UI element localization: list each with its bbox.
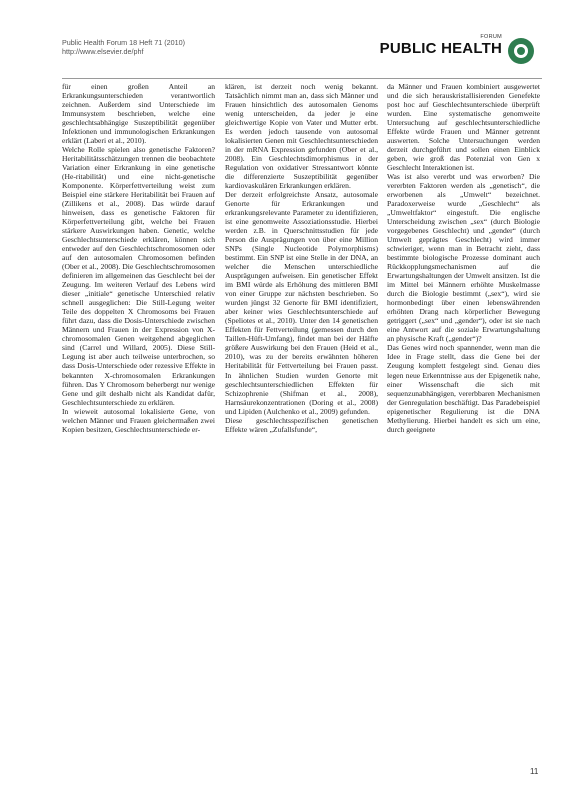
paragraph: Das Genes wird noch spannender, wenn man die Idee in Frage stellt, dass die Gene bei der Zeugung komplett festgelegt sind. Genau dies legen neue Erkenntnisse aus der Epigenetik nahe, einer Wissenschaft die sich mit sequenzunabhängigen, vererbbaren Mechanismen der Genregulation beschäftigt. Das Paradebeispiel epigenetischer Regulierung ist die DNA Methylierung. Hierbei handelt es sich um eine, durch geeignete	[387, 343, 540, 434]
text-column-left	[62, 82, 215, 760]
journal-brand	[372, 34, 542, 70]
text-column-middle	[225, 82, 378, 760]
green-circle-logo-icon	[506, 36, 536, 66]
header-divider	[62, 78, 542, 79]
journal-url: http://www.elsevier.de/phf	[62, 47, 144, 56]
paragraph: Welche Rolle spielen also genetische Faktoren? Heritabilitätsschätzungen trennen die beobachtete Variation einer Erkrankung in eine genetische (He-ritabilität) und eine nicht-genetische Komponente. Körperfettverteilung weist zum Beispiel eine stärkere Heritabilität bei Frauen auf (Zillikens et al., 2008). Das würde darauf hinweisen, dass es genetische Faktoren für Körperfettverteilung gibt, welche bei Frauen stärkere Auswirkungen haben. Genetic, welche Geschlechtsunterschiede erklären, können sich entweder auf den Geschlechtschromosomen oder auf den autosomalen Chromosomen befinden (Ober et al., 2008). Die Geschlechtschromosomen definieren im allgemeinen das Geschlecht bei der Zeugung. Im weiteren Verlauf des Lebens wird dieser „initiale“ genetische Unterschied relativ schnell ausgeglichen: Die Still-Legung weiter Teile des doppelten X Chromosoms bei Frauen führt dazu, dass die Dosis-Unterschiede zwischen Männern und Frauen in der Expression von X-chromosomalen Genen weitgehend abgeglichen sind (Carrel und Willard, 2005). Diese Still-Legung ist aber auch teilweise unterbrochen, so dass Dosis-Unterschiede oder rezessive Effekte in bekannten X-chromosomalen Erkrankungen führen. Das Y Chromosom beherbergt nur wenige Gene und gilt deshalb nicht als Kandidat dafür, Geschlechtsunterschiede zu erklären.	[62, 145, 215, 407]
paragraph: für einen großen Anteil an Erkrankungsunterschieden verantwortlich zeichnen. Außerdem sind Unterschiede im Immunsystem beschrieben, welche eine geschlechtsabhängige Suszeptibilität gegenüber Infektionen und immunologischen Erkrankungen erklärt (Laberi et al., 2010).	[62, 82, 215, 146]
paragraph: In wieweit autosomal lokalisierte Gene, von welchen Männer und Frauen gleichermaßen zwei Kopien besitzen, Geschlechtsunterschiede er-	[62, 406, 215, 434]
brand-title: PUBLIC HEALTH	[379, 40, 502, 57]
page-header	[62, 34, 542, 74]
paragraph: Diese geschlechtsspezifischen genetischen Effekte wären „Zufallsfunde“,	[225, 415, 378, 434]
paragraph: klären, ist derzeit noch wenig bekannt. Tatsächlich nimmt man an, dass sich Männer und Frauen hinsichtlich des autosomalen Genoms wenig unterscheiden, da jeder je eine gleichwertige Kopie von Vater und Mutter erbt. Es werden jedoch tausende von autosomal lokalisierten Genen mit Geschlechtsunterschieden in der mRNA Expression gefunden (Ober et al., 2008). Ein Geschlechtsdimorphismus in der Regulation von oxidativer Stressantwort könnte die differenzierte Suszeptibilität gegenüber kardiovaskulären Erkrankungen erklären.	[225, 82, 378, 191]
paragraph: da Männer und Frauen kombiniert ausgewertet und die sich herauskristallisierenden Genefekte post hoc auf Geschlechtsunterschiede überprüft wurden. Eine systematische genomweite Untersuchung auf geschlechtsunterschiedliche Effekte würde Frauen und Männer getrennt auswerten. Solche Untersuchungen werden derzeit durchgeführt und sollen einen Einblick geben, wie groß das Potenzial von Gen x Geschlecht Interaktionen ist.	[387, 82, 540, 173]
journal-meta	[62, 38, 312, 56]
journal-citation: Public Health Forum 18 Heft 71 (2010)	[62, 38, 186, 47]
text-column-right	[387, 82, 540, 760]
paragraph: Was ist also vererbt und was erworben? Die vererbten Faktoren werden als „genetisch“, die erworbenen als „Umwelt“ bezeichnet. Paradoxerweise wurde „Geschlecht“ als „Umweltfaktor“ eingestuft. Die englische Unterscheidung zwischen „sex“ (durch Biologie vorgegebenes Geschlecht) und „gender“ (durch Umwelt geprägtes Geschlecht) wird immer schwieriger, wenn man in Betracht zieht, dass bestimmte biologische Prozesse dominant auch Rückkopplungsmechanismen auf die Erwartungshaltungen der Umwelt ansitzen. Ist die im Mittel bei Männern erhöhte Muskelmasse durch die Biologie bestimmt („sex“), wird sie hormonbedingt über einen lebenswährenden erhöhten Drang nach körperlicher Bewegung getriggert („sex“ und „gender“), oder ist sie nach eine Antwort auf die soziale Erwartungshaltung an physische Kraft („gender“)?	[387, 172, 540, 344]
page-number: 11	[530, 767, 539, 776]
brand-forum-label: FORUM	[480, 34, 502, 40]
paragraph: Der derzeit erfolgreichste Ansatz, autosomale Genorte für Erkrankungen und erkrankungsrelevante Parameter zu identifizieren, ist eine genomweite Assoziationsstudie. Hierbei werden z.B. in Querschnittsstudien für jede Person die Ausprägungen von über eine Million SNPs (Single Nucleotide Polymorphisms) bestimmt. Ein SNP ist eine Stelle in der DNA, an welcher die Menschen unterschiedliche Ausprägungen aufweisen. Ein genetischer Effekt im BMI würde als Erhöhung des mittleren BMI von einer Gruppe zur nächsten beschrieben. So wurden jüngst 32 Genorte für BMI identifiziert, aber keiner wies Geschlechtsunterschiede auf (Speliotes et al., 2010). Unter den 14 genetischen Effekten für Fettverteilung (gemessen durch den Taillen-Hüft-Umfang), findet man bei der Hälfte größere Auswirkung bei den Frauen (Heid et al., 2010), was zu der bereits erwähnten höheren Heritabilität für Fettverteilung bei Frauen passt. In ähnlichen Studien wurden Genorte mit geschlechtsunterschiedlichen Effekten für Schizophrenie (Shifman et al., 2008), Harnsäurekonzentrationen (Doring et al., 2008) und Lipiden (Aulchenko et al., 2009) gefunden.	[225, 190, 378, 416]
